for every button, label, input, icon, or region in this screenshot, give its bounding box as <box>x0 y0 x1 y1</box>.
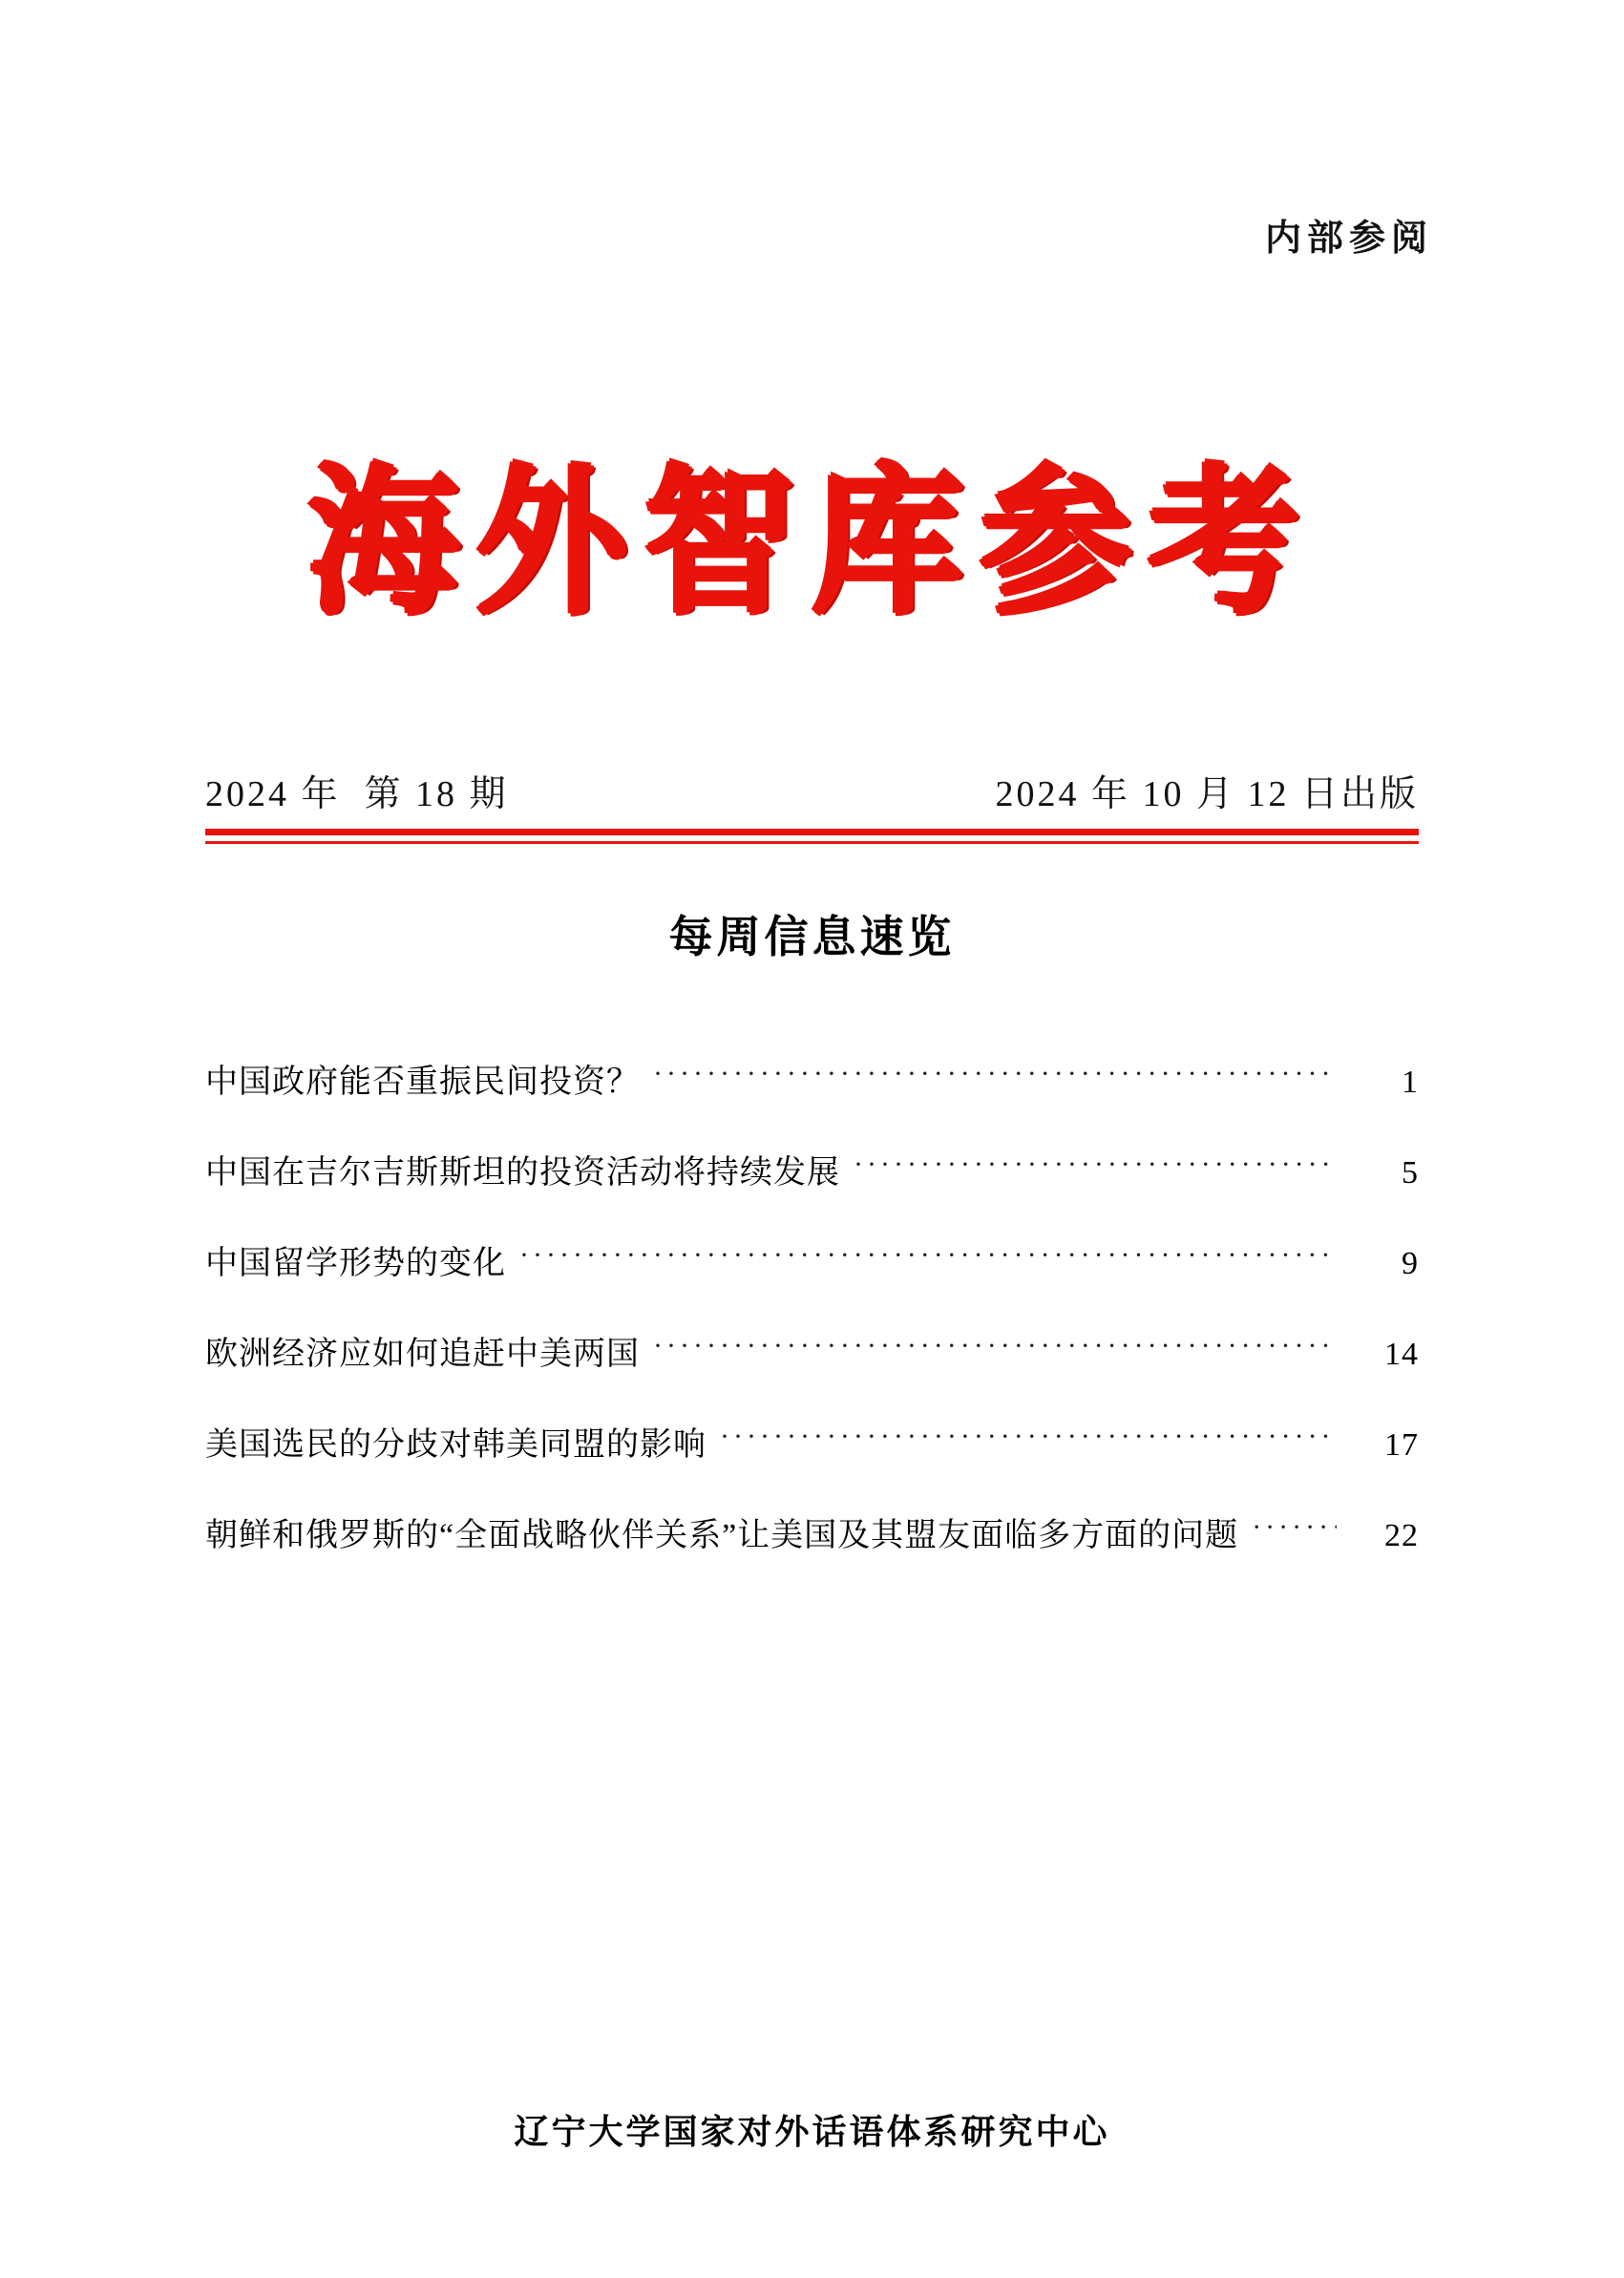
toc-entry-page: 14 <box>1384 1337 1419 1372</box>
internal-circulation-note: 内部参阅 <box>1264 219 1433 259</box>
toc-entry-title: 中国在吉尔吉斯斯坦的投资活动将持续发展 <box>205 1155 840 1191</box>
issue-line <box>205 764 1419 816</box>
divider-thin-line <box>205 841 1419 844</box>
divider-thick-line <box>205 829 1419 835</box>
toc-entry-title: 朝鲜和俄罗斯的“全面战略伙伴关系”让美国及其盟友面临多方面的问题 <box>205 1518 1239 1553</box>
toc-entry-title: 美国选民的分歧对韩美同盟的影响 <box>205 1427 707 1463</box>
masthead <box>0 449 1624 637</box>
toc-entry-title: 中国政府能否重振民间投资？ <box>205 1065 640 1100</box>
toc-entry-page: 9 <box>1402 1246 1419 1281</box>
toc-entry-page: 17 <box>1384 1427 1419 1463</box>
toc-entry[interactable] <box>205 1055 1419 1102</box>
toc-leader-dots <box>653 1332 1337 1364</box>
toc-leader-dots <box>519 1241 1337 1274</box>
publication-date-text: 2024 年 10 月 12 日出版 <box>995 774 1419 814</box>
toc-entry[interactable] <box>205 1327 1419 1374</box>
toc-entry-title: 中国留学形势的变化 <box>205 1246 506 1281</box>
section-title: 每周信息速览 <box>668 911 956 962</box>
toc-leader-dots <box>720 1423 1337 1455</box>
toc-entry[interactable] <box>205 1418 1419 1465</box>
toc-entry-page: 1 <box>1402 1065 1419 1100</box>
toc-leader-dots <box>1252 1513 1337 1546</box>
toc-entry-title: 欧洲经济应如何追赶中美两国 <box>205 1337 640 1372</box>
issue-number-text: 2024 年 第 18 期 <box>205 774 509 814</box>
toc-entry[interactable] <box>205 1146 1419 1192</box>
toc-entry-page: 5 <box>1402 1155 1419 1191</box>
publisher-footer: 辽宁大学国家对外话语体系研究中心 <box>514 2113 1110 2152</box>
toc-entry-page: 22 <box>1384 1518 1419 1553</box>
publication-date <box>995 764 1419 816</box>
toc-leader-dots <box>653 1060 1337 1092</box>
table-of-contents <box>205 1055 1419 1599</box>
issue-number <box>205 764 509 816</box>
toc-leader-dots <box>854 1150 1337 1183</box>
double-rule-divider <box>205 829 1419 844</box>
toc-entry[interactable] <box>205 1508 1419 1555</box>
publication-title: 海外智库参考 <box>307 449 1317 637</box>
toc-entry[interactable] <box>205 1236 1419 1283</box>
